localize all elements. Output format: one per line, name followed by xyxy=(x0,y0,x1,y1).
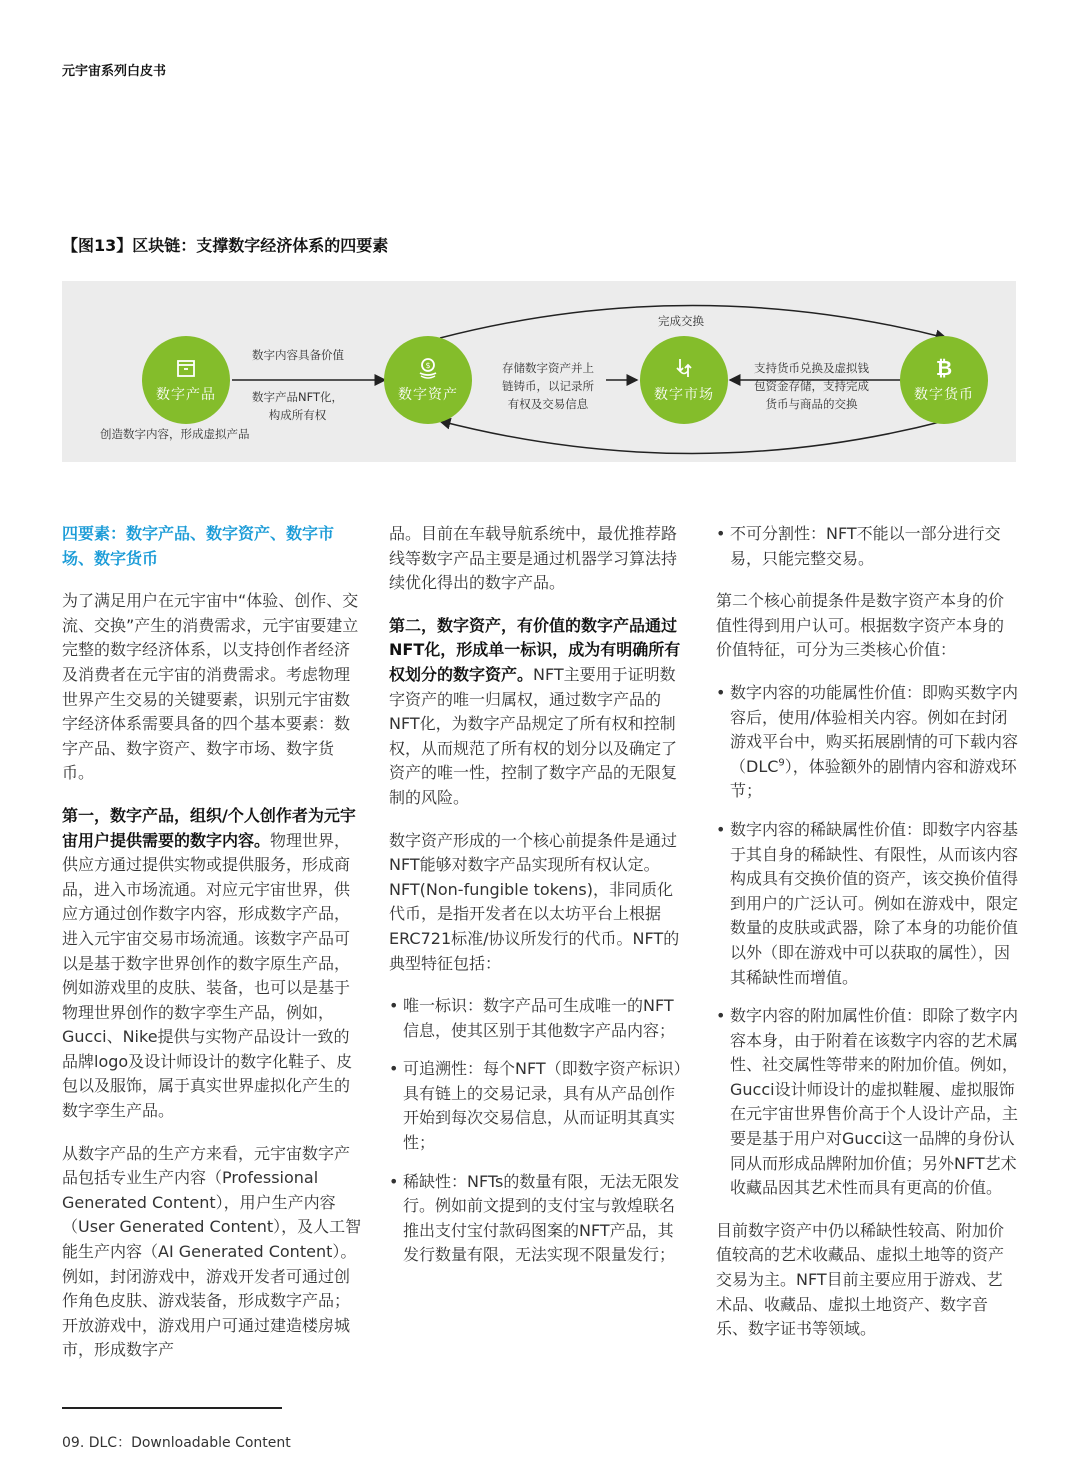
label-line: 有权及交易信息 xyxy=(507,397,589,411)
column-1 xyxy=(62,522,364,1381)
list-text: ），体验额外的剧情内容和游戏环节； xyxy=(730,756,1017,801)
label-line: 数字产品NFT化， xyxy=(252,390,344,404)
node-label: 数字产品 xyxy=(156,387,216,403)
column-3 xyxy=(716,522,1018,1360)
list-text: 数字内容的功能属性价值：即购买数字内容后，使用/体验相关内容。例如在封闭游戏平台中，购买拓展剧情的可下载内容（DLC xyxy=(730,682,1019,776)
label-line: 支持货币兑换及虚拟钱 xyxy=(754,361,869,375)
diagram-panel xyxy=(62,281,1016,462)
paragraph: 数字资产形成的一个核心前提条件是通过NFT能够对数字产品实现所有权认定。NFT(Non-fungible tokens)，非同质化代币，是指开发者在以太坊平台上根据ERC721标准/协议所发行的代币。NFT的典型特征包括： xyxy=(389,830,680,973)
paragraph: 目前数字资产中仍以稀缺性较高、附加价值较高的艺术收藏品、虚拟土地等的资产交易为主。NFT目前主要应用于游戏、艺术品、收藏品、虚拟土地资产、数字音乐、数字证书等领域。 xyxy=(716,1220,1005,1339)
list-item: • 数字内容的稀缺属性价值：即数字内容基于其自身的稀缺性、有限性，从而该内容构成具有交换价值的资产，该交换价值得到用户的广泛认可。例如在游戏中，限定数量的皮肤或武器，除了本身的功能价值以外（即在游戏中可以获取的属性），因其稀缺性而增值。 xyxy=(716,818,1018,990)
list-item: • 不可分割性：NFT不能以一部分进行交易，只能完整交易。 xyxy=(716,522,1018,571)
node-digital-product xyxy=(142,336,230,424)
paragraph: 第二个核心前提条件是数字资产本身的价值性得到用户认可。根据数字资产本身的价值特征，可分为三类核心价值： xyxy=(716,591,1005,660)
nft-features-list xyxy=(389,994,685,1268)
paragraph: 从数字产品的生产方来看，元宇宙数字产品包括专业生产内容（Professional Generated Content），用户生产内容（User Generated Content），及人工智能生产内容（AI Generated Content）。例如，封闭游戏中，游戏开发者可通过创作角色皮肤、游戏装备，形成数字产品；开放游戏中，游戏用户可通过建造楼房城市，形成数字产 xyxy=(62,1143,362,1360)
paragraph: 为了满足用户在元宇宙中“体验、创作、交流、交换”产生的消费需求，元宇宙要建立完整的数字经济体系，以支持创作者经济及消费者在元宇宙的消费需求。考虑物理世界产生交易的关键要素，识别元宇宙数字经济体系需要具备的四个基本要素：数字产品、数字资产、数字市场、数字货币。 xyxy=(62,591,359,783)
arc-bottom-return xyxy=(440,421,944,454)
paragraph xyxy=(389,614,685,811)
bitcoin-icon xyxy=(932,356,956,380)
label-complete-exchange: 完成交换 xyxy=(658,314,704,328)
box-icon xyxy=(174,356,198,380)
label-line: 构成所有权 xyxy=(268,408,327,422)
node-label: 数字市场 xyxy=(654,387,714,403)
figure-title: 【图13】区块链：支撑数字经济体系的四要素 xyxy=(62,236,389,255)
node-digital-currency xyxy=(900,336,988,424)
exchange-icon xyxy=(672,356,696,380)
label-nft-ownership xyxy=(252,388,343,424)
node-digital-asset xyxy=(384,336,472,424)
label-line: 链铸币，以记录所 xyxy=(502,379,594,393)
node-label: 数字货币 xyxy=(914,387,974,403)
list-item: • 稀缺性：NFTs的数量有限，无法无限发行。例如前文提到的支付宝与敦煌联名推出支付宝付款码图案的NFT产品，其发行数量有限，无法实现不限量发行； xyxy=(389,1170,685,1268)
label-content-value: 数字内容具备价值 xyxy=(252,348,344,362)
list-item xyxy=(716,681,1018,804)
coin-stack-icon xyxy=(416,356,440,380)
paragraph-text: NFT主要用于证明数字资产的唯一归属权，通过数字产品的NFT化，为数字产品规定了所有权和控制权，从而规范了所有权的划分以及确定了资产的唯一性，控制了数字产品的无限复制的风险。 xyxy=(389,664,678,807)
paragraph: 品。目前在车载导航系统中，最优推荐路线等数字产品主要是通过机器学习算法持续优化得出的数字产品。 xyxy=(389,524,678,593)
node-digital-market xyxy=(640,336,728,424)
label-create-content: 创造数字内容，形成虚拟产品 xyxy=(100,427,250,441)
paragraph-text: 物理世界，供应方通过提供实物或提供服务，形成商品，进入市场流通。对应元宇宙世界，供应方通过创作数字内容，形成数字产品，进入元宇宙交易市场流通。该数字产品可以是基于数字世界创作的数字原生产品，例如游戏里的皮肤、装备，也可以是基于物理世界创作的数字孪生产品，例如，Gucci、Nike提供与实物产品设计一致的品牌logo及设计师设计的数字化鞋子、皮包以及服饰，属于真实世界虚拟化产生的数字孪生产品。 xyxy=(62,830,353,1121)
series-title: 元宇宙系列白皮书 xyxy=(62,64,167,79)
bold-lead: 第一，数字产品，组织/个人创作者为元宇宙用户提供需要的数字内容。 xyxy=(62,805,356,850)
label-line: 包资金存储，支持完成 xyxy=(754,379,869,393)
list-item: • 数字内容的附加属性价值：即除了数字内容本身，由于附着在该数字内容的艺术属性、社交属性等带来的附加价值。例如，Gucci设计师设计的虚拟鞋履、虚拟服饰在元宇宙世界售价高于个人设计产品，主要是基于用户对Gucci这一品牌的身份认同从而形成品牌附加价值；另外NFT艺术收藏品因其艺术性而具有更高的价值。 xyxy=(716,1004,1018,1201)
bold-lead: 第二，数字资产，有价值的数字产品通过NFT化，形成单一标识，成为有明确所有权划分的数字资产。 xyxy=(389,615,681,684)
nft-features-list-cont xyxy=(716,522,1018,571)
label-line: 货币与商品的交换 xyxy=(765,397,858,411)
svg-text:$: $ xyxy=(425,361,431,370)
list-item: • 可追溯性：每个NFT（即数字资产标识）具有链上的交易记录，具有从产品创作开始到每次交易信息，从而证明其真实性； xyxy=(389,1057,685,1155)
value-types-list xyxy=(716,681,1018,1201)
footnote: 09. DLC：Downloadable Content xyxy=(62,1435,291,1451)
list-item: • 唯一标识：数字产品可生成唯一的NFT信息，使其区别于其他数字产品内容； xyxy=(389,994,685,1043)
paragraph xyxy=(62,804,364,1124)
node-label: 数字资产 xyxy=(398,387,458,403)
footnote-divider xyxy=(62,1407,282,1409)
column-2 xyxy=(389,522,685,1286)
label-line: 存储数字资产并上 xyxy=(502,361,594,375)
label-currency-support xyxy=(754,359,869,413)
label-store-assets xyxy=(502,359,594,413)
svg-text:₿: ₿ xyxy=(935,356,953,380)
footnote-ref: 9 xyxy=(778,757,785,769)
section-heading: 四要素：数字产品、数字资产、数字市场、数字货币 xyxy=(62,524,335,568)
